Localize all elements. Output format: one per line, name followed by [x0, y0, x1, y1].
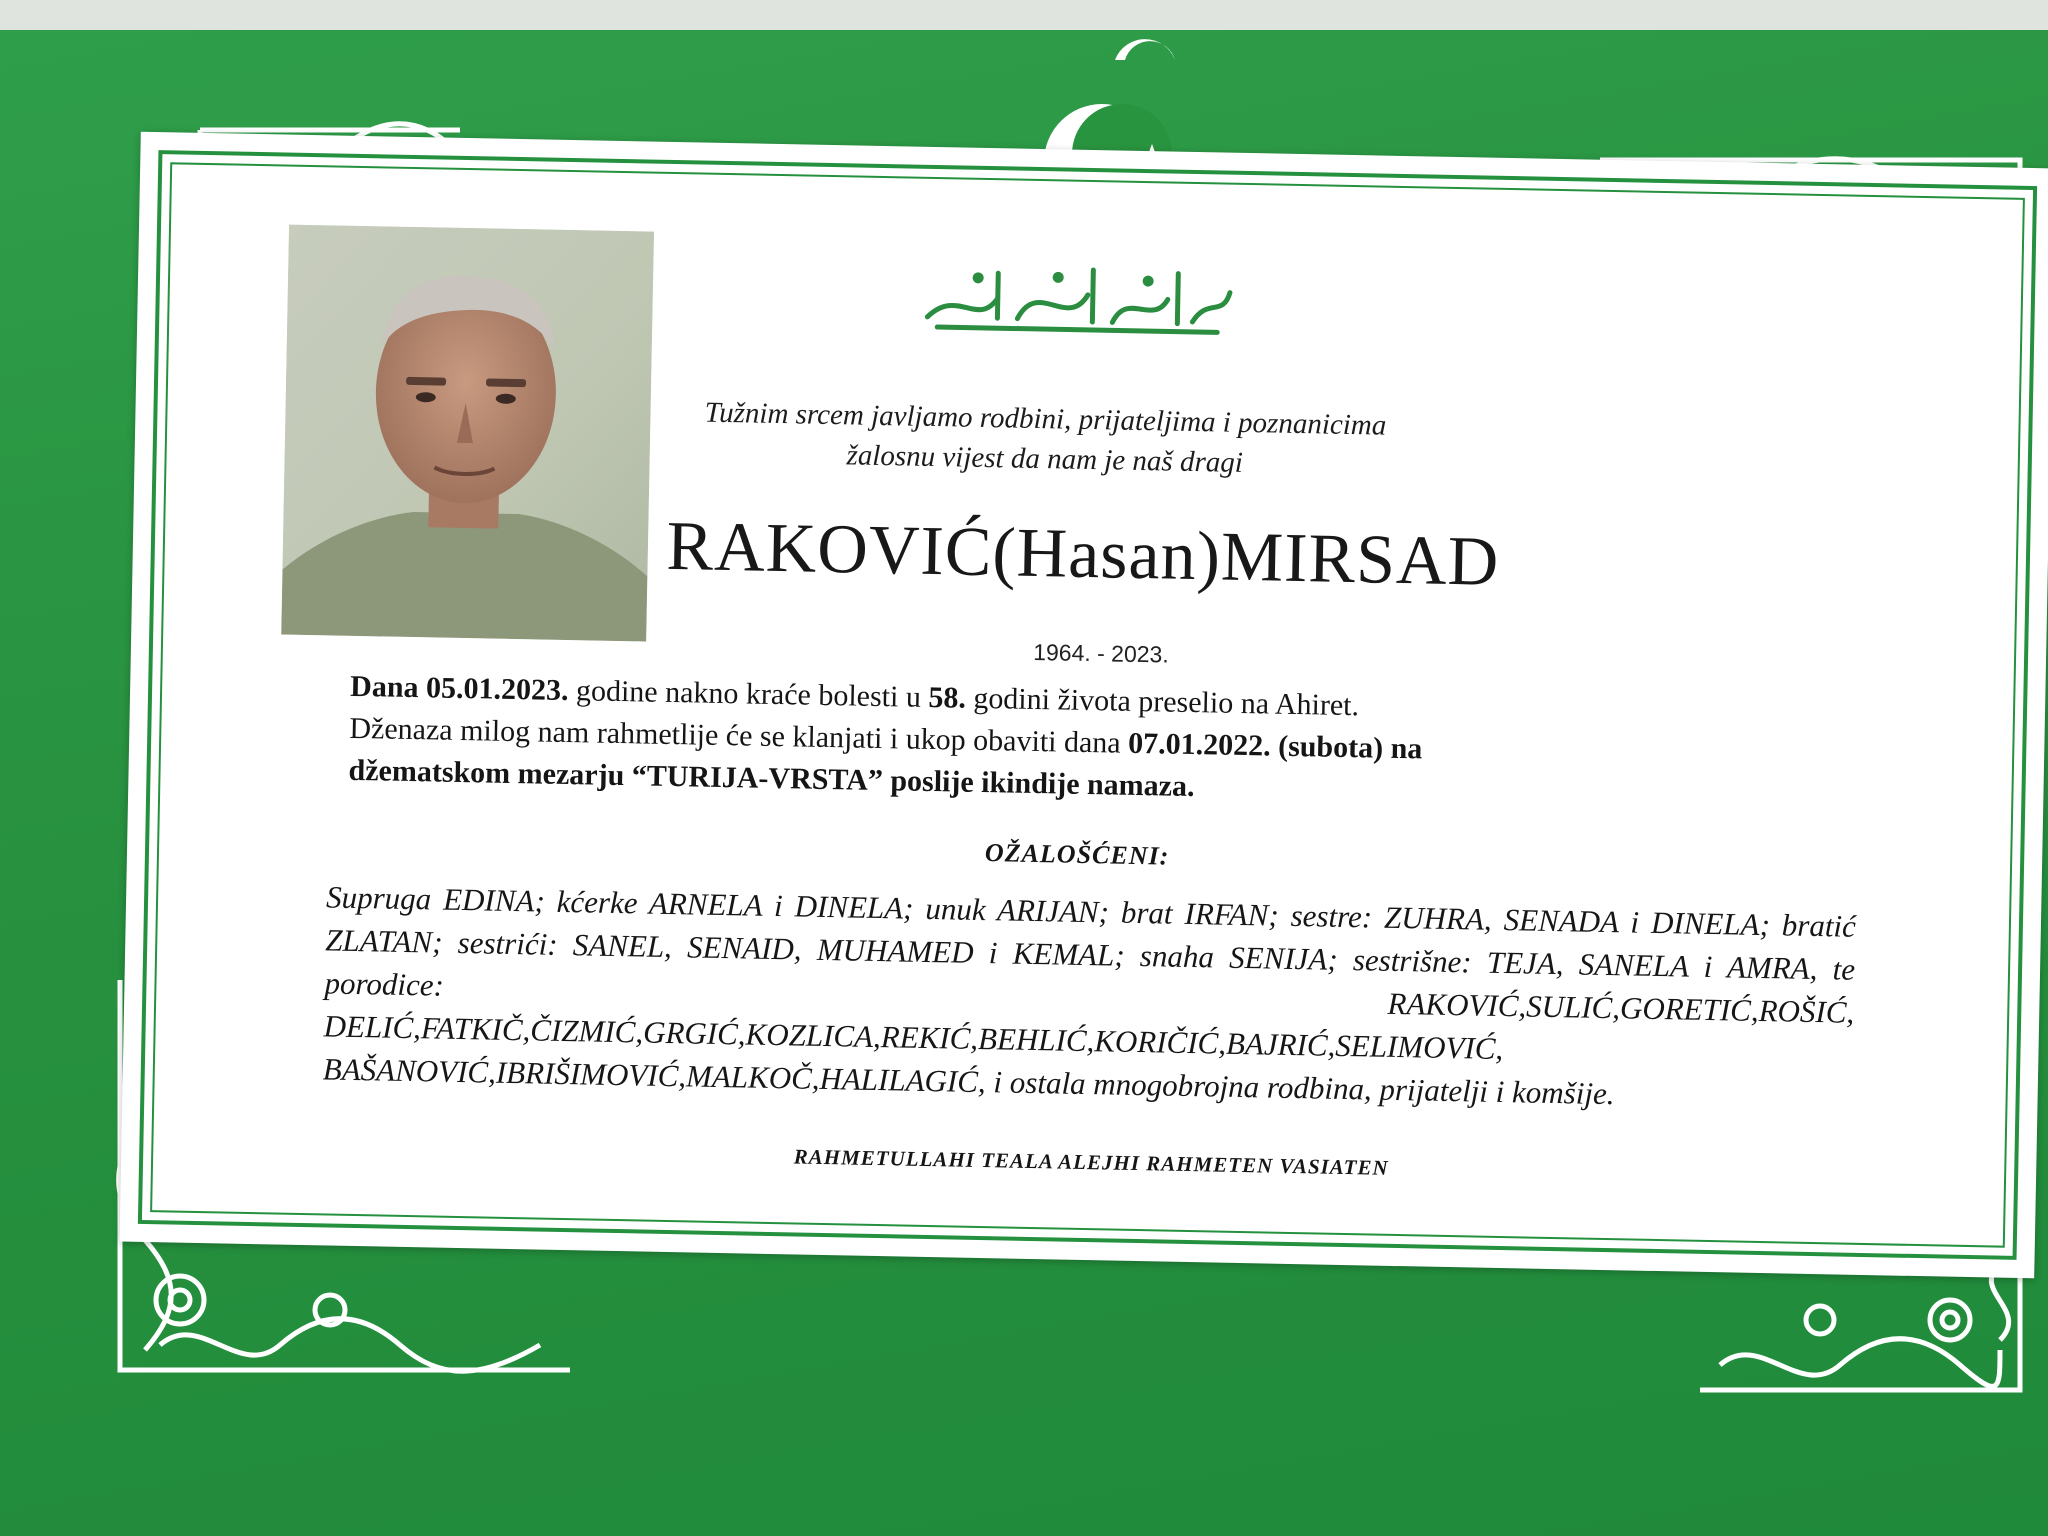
obituary-notice: [120, 132, 2048, 1279]
body-part-1: godine nakno kraće bolesti u: [568, 674, 929, 714]
mourners-heading: OŽALOŠĆENI:: [984, 838, 1170, 871]
death-date: Dana 05.01.2023.: [349, 669, 569, 708]
intro-line-2: žalosnu vijest da nam je naš dragi: [846, 439, 1244, 479]
closing-prayer: RAHMETULLAHI TEALA ALEJHI RAHMETEN VASIATEN: [793, 1144, 1389, 1180]
arabic-calligraphy: [917, 257, 1238, 343]
crescent-icon: [1105, 0, 1185, 60]
ornament-bottom-right: [1700, 1260, 2040, 1410]
announcement-body: [348, 666, 1750, 819]
age: 58.: [928, 680, 967, 715]
mourners-list: Supruga EDINA; kćerke ARNELA i DINELA; unuk ARIJAN; brat IRFAN; sestre: ZUHRA, SENADA i DINELA; bratić ZLATAN; sestrići: SANEL, SENAID, MUHAMED i KEMAL; snaha SENIJA; sestrišne: TEJA, SANELA i AMRA, te porodice: RAKOVIĆ,SULIĆ,GORETIĆ,ROŠIĆ, DELIĆ,FATKIČ,ČIZMIĆ,GRGIĆ,KOZLICA,REKIĆ,BEHLIĆ,KORIČIĆ,BAJRIĆ,SELIMOVIĆ, BAŠANOVIĆ,IBRIŠIMOVIĆ,MALKOČ,HALILAGIĆ, i ostala mnogobrojna rodbina, prijatelji i komšije.: [322, 879, 1857, 1112]
intro-line-1: Tužnim srcem javljamo rodbini, prijateljima i poznanicima: [704, 396, 1387, 442]
burial-place: džematskom mezarju “TURIJA-VRSTA” poslije ikindije namaza.: [348, 753, 1195, 804]
body-part-3: Dženaza milog nam rahmetlije će se klanjati i ukop obaviti dana: [349, 711, 1129, 760]
burial-date: 07.01.2022. (subota) na: [1127, 726, 1423, 766]
body-part-2: godini života preselio na Ahiret.: [965, 681, 1360, 723]
life-years: 1964. - 2023.: [1032, 638, 1170, 668]
background-top-strip: [0, 0, 2048, 30]
deceased-name: RAKOVIĆ(Hasan)MIRSAD: [665, 507, 1500, 601]
